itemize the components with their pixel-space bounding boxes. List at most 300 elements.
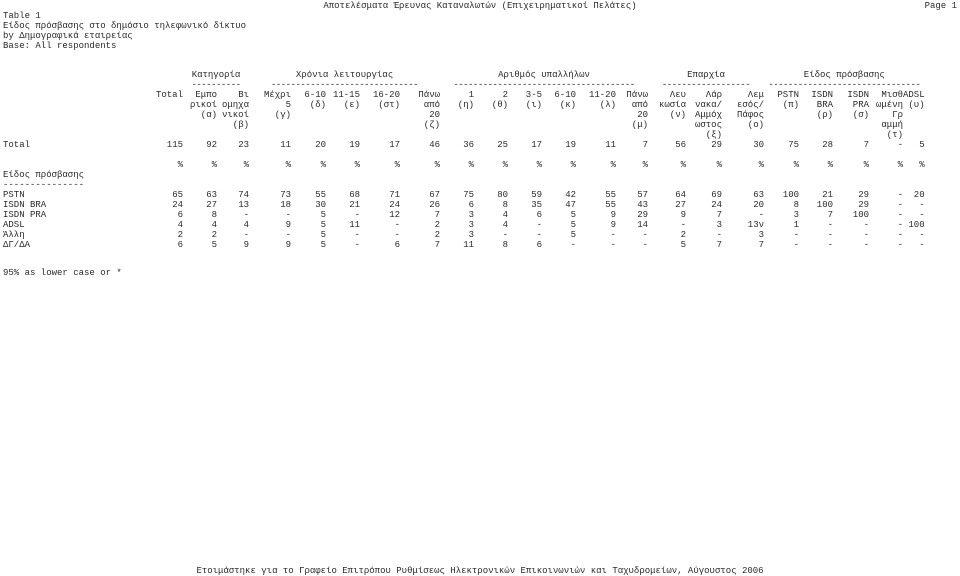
total-cell: 115 xyxy=(166,140,183,150)
column-header xyxy=(440,120,474,130)
table-cell: - xyxy=(610,240,616,250)
group-underline: ------------------------------------- xyxy=(453,80,635,90)
percent-sign: % xyxy=(285,160,291,170)
table-cell: 6 xyxy=(536,240,542,250)
percent-sign: % xyxy=(394,160,400,170)
group-underline: ---------- xyxy=(191,80,241,90)
group-underline-row xyxy=(0,80,925,90)
group-label: Χρόνια λειτουργίας xyxy=(295,70,394,80)
table-cell: 5 xyxy=(570,230,576,240)
total-row xyxy=(0,140,925,150)
column-header: Μέχρι xyxy=(263,90,291,100)
column-header: ωστος xyxy=(694,120,722,130)
percent-sign: % xyxy=(570,160,576,170)
table-cell: 14 xyxy=(637,220,648,230)
table-cell: 11 xyxy=(349,220,360,230)
percent-sign: % xyxy=(610,160,616,170)
column-header xyxy=(249,120,291,130)
column-header xyxy=(833,130,869,140)
column-header: (μ) xyxy=(631,120,648,130)
table-cell: 3 xyxy=(758,230,764,240)
total-cell: 25 xyxy=(497,140,508,150)
table-cell: 13 xyxy=(238,200,249,210)
table-cell: 18 xyxy=(280,200,291,210)
table-cell: - xyxy=(642,240,648,250)
total-cell: 30 xyxy=(753,140,764,150)
column-header: από xyxy=(631,100,648,110)
table-cell: 7 xyxy=(716,210,722,220)
row-label: Total xyxy=(3,140,31,150)
table-cell: - xyxy=(897,230,903,240)
column-header xyxy=(360,130,400,140)
table-cell: 26 xyxy=(429,200,440,210)
table-row xyxy=(0,210,925,220)
table-cell: 5 xyxy=(320,230,326,240)
table-cell: - xyxy=(716,230,722,240)
table-cell: 7 xyxy=(434,210,440,220)
table-cell: 24 xyxy=(711,200,722,210)
column-header: (στ) xyxy=(378,100,400,110)
section-underline: --------------- xyxy=(3,180,85,190)
table-cell: - xyxy=(863,220,869,230)
total-cell: 20 xyxy=(315,140,326,150)
column-header: (η) xyxy=(457,100,474,110)
table-cell: 21 xyxy=(822,190,833,200)
percent-sign: % xyxy=(502,160,508,170)
total-cell: 19 xyxy=(565,140,576,150)
total-cell: 92 xyxy=(206,140,217,150)
column-header: εσός/ xyxy=(736,100,764,110)
column-header: ISDN xyxy=(847,90,869,100)
row-label: ADSL xyxy=(3,220,25,230)
column-header-row xyxy=(0,120,925,130)
column-header: Αμμόχ xyxy=(694,110,722,120)
total-cell: 17 xyxy=(389,140,400,150)
column-header: (κ) xyxy=(559,100,576,110)
column-header: Βι xyxy=(238,90,249,100)
table-cell: 74 xyxy=(238,190,249,200)
table-cell: 100 xyxy=(816,200,833,210)
total-cell: 11 xyxy=(280,140,291,150)
column-header xyxy=(440,130,474,140)
table-cell: 29 xyxy=(858,200,869,210)
table-cell: - xyxy=(243,210,249,220)
table-cell: 2 xyxy=(680,230,686,240)
table-cell: 4 xyxy=(177,220,183,230)
percent-sign: % xyxy=(897,160,903,170)
table-cell: 7 xyxy=(434,240,440,250)
table-cell: 24 xyxy=(172,200,183,210)
percent-sign: % xyxy=(434,160,440,170)
table-cell: 29 xyxy=(858,190,869,200)
table-cell: 69 xyxy=(711,190,722,200)
table-cell: 65 xyxy=(172,190,183,200)
column-header: (ζ) xyxy=(423,120,440,130)
column-header xyxy=(722,130,764,140)
page-header xyxy=(0,0,960,10)
table-row xyxy=(0,220,925,230)
column-header xyxy=(903,130,925,140)
column-header: 20 xyxy=(637,110,648,120)
total-cell: 5 xyxy=(919,140,925,150)
table-cell: - xyxy=(827,240,833,250)
table-cell: 9 xyxy=(243,240,249,250)
column-header: από xyxy=(423,100,440,110)
table-cell: - xyxy=(758,210,764,220)
column-header: αμμή xyxy=(881,120,903,130)
table-cell: - xyxy=(502,230,508,240)
table-cell: 21 xyxy=(349,200,360,210)
column-header xyxy=(440,110,474,120)
percent-sign: % xyxy=(758,160,764,170)
percent-sign: % xyxy=(716,160,722,170)
percent-sign: % xyxy=(793,160,799,170)
column-header xyxy=(542,110,576,120)
percent-sign: % xyxy=(919,160,925,170)
column-header: (ε) xyxy=(343,100,360,110)
table-cell: 4 xyxy=(502,220,508,230)
column-header xyxy=(143,130,183,140)
column-header: 16-20 xyxy=(372,90,400,100)
table-cell: 8 xyxy=(502,240,508,250)
row-label: Άλλη xyxy=(3,230,25,240)
table-cell: 11 xyxy=(463,240,474,250)
crosstab-table xyxy=(0,70,925,250)
column-header: Λάρ xyxy=(705,90,722,100)
group-underline: ------------------------------ xyxy=(270,80,419,90)
percent-sign: % xyxy=(468,160,474,170)
column-header xyxy=(903,110,925,120)
column-header xyxy=(508,120,542,130)
column-header xyxy=(217,130,249,140)
table-cell: 3 xyxy=(793,210,799,220)
table-cell: 4 xyxy=(243,220,249,230)
column-header: νακα/ xyxy=(694,100,722,110)
table-cell: 2 xyxy=(434,230,440,240)
column-header: BRA xyxy=(816,100,833,110)
table-cell: 5 xyxy=(320,240,326,250)
total-cell: 7 xyxy=(642,140,648,150)
table-cell: 100 xyxy=(852,210,869,220)
spacer-cell xyxy=(143,80,183,90)
table-cell: - xyxy=(897,210,903,220)
table-cell: 5 xyxy=(680,240,686,250)
table-row xyxy=(0,230,925,240)
table-cell: - xyxy=(536,230,542,240)
column-header xyxy=(508,130,542,140)
group-label: Επαρχία xyxy=(687,70,725,80)
table-cell: 6 xyxy=(536,210,542,220)
column-header xyxy=(360,110,400,120)
column-header xyxy=(143,100,183,110)
table-cell: 4 xyxy=(211,220,217,230)
column-header xyxy=(291,110,326,120)
column-header: Total xyxy=(155,90,183,100)
table-cell: 68 xyxy=(349,190,360,200)
column-header: 11-20 xyxy=(588,90,616,100)
column-header: 1 xyxy=(468,90,474,100)
column-header xyxy=(360,120,400,130)
column-header: Πάφος xyxy=(736,110,764,120)
table-cell: 5 xyxy=(320,210,326,220)
column-header: Πάνω xyxy=(626,90,648,100)
table-cell: 80 xyxy=(497,190,508,200)
table-cell: 42 xyxy=(565,190,576,200)
column-header xyxy=(183,120,217,130)
column-header xyxy=(143,120,183,130)
spacer-cell xyxy=(0,150,925,160)
column-header-row xyxy=(0,100,925,110)
total-cell: 46 xyxy=(429,140,440,150)
percent-sign: % xyxy=(211,160,217,170)
column-header: (δ) xyxy=(309,100,326,110)
table-cell: - xyxy=(919,240,925,250)
table-cell: 4 xyxy=(502,210,508,220)
column-header: (ι) xyxy=(525,100,542,110)
column-header: ADSL xyxy=(903,90,925,100)
stub-cell xyxy=(0,80,143,90)
table-cell: 55 xyxy=(605,190,616,200)
table-cell: 9 xyxy=(285,240,291,250)
column-header xyxy=(326,110,360,120)
table-cell: - xyxy=(354,240,360,250)
column-header xyxy=(616,130,648,140)
group-label: Είδος πρόσβασης xyxy=(803,70,885,80)
table-cell: 100 xyxy=(782,190,799,200)
table-cell: 75 xyxy=(463,190,474,200)
table-cell: 9 xyxy=(610,210,616,220)
table-cell: - xyxy=(897,220,903,230)
column-header xyxy=(291,120,326,130)
table-cell: 6 xyxy=(468,200,474,210)
column-header xyxy=(764,110,799,120)
total-cell: 28 xyxy=(822,140,833,150)
table-cell: 3 xyxy=(716,220,722,230)
column-header: (ο) xyxy=(747,120,764,130)
column-header: PRA xyxy=(852,100,869,110)
table-cell: 6 xyxy=(177,240,183,250)
table-cell: 55 xyxy=(605,200,616,210)
table-cell: 59 xyxy=(531,190,542,200)
table-cell: 64 xyxy=(675,190,686,200)
table-cell: 35 xyxy=(531,200,542,210)
question-text: Είδος πρόσβασης στο δημόσιο τηλεφωνικό δίκτυο xyxy=(3,21,247,31)
column-header: (υ) xyxy=(908,100,925,110)
column-header xyxy=(183,130,217,140)
table-cell: - xyxy=(919,230,925,240)
table-cell: - xyxy=(897,190,903,200)
table-cell: - xyxy=(354,210,360,220)
row-label: ISDN BRA xyxy=(3,200,47,210)
column-header: 2 xyxy=(502,90,508,100)
column-header xyxy=(576,120,616,130)
column-header: κωσία xyxy=(658,100,686,110)
table-cell: 3 xyxy=(468,230,474,240)
total-cell: 11 xyxy=(605,140,616,150)
row-label: PSTN xyxy=(3,190,25,200)
table-cell: 20 xyxy=(913,190,925,200)
table-cell: 5 xyxy=(570,220,576,230)
row-label: ΔΓ/ΔΑ xyxy=(3,240,31,250)
table-cell: - xyxy=(394,220,400,230)
column-header xyxy=(903,120,925,130)
table-cell: 30 xyxy=(315,200,326,210)
table-cell: 2 xyxy=(434,220,440,230)
table-cell: 57 xyxy=(637,190,648,200)
table-row xyxy=(0,200,925,210)
column-header: (γ) xyxy=(274,110,291,120)
column-header xyxy=(326,130,360,140)
column-header: 5 xyxy=(285,100,291,110)
column-header: PSTN xyxy=(777,90,799,100)
stub-cell xyxy=(0,100,143,110)
column-header xyxy=(291,130,326,140)
column-header xyxy=(799,130,833,140)
column-header-row xyxy=(0,130,925,140)
table-cell: 24 xyxy=(389,200,400,210)
stub-cell xyxy=(0,70,143,80)
group-header-row xyxy=(0,70,925,80)
percent-sign: % xyxy=(863,160,869,170)
table-cell: - xyxy=(919,200,925,210)
table-cell: 29 xyxy=(637,210,648,220)
table-cell: 55 xyxy=(315,190,326,200)
table-cell: 6 xyxy=(177,210,183,220)
total-cell: 75 xyxy=(788,140,799,150)
column-header xyxy=(326,120,360,130)
total-cell: 17 xyxy=(531,140,542,150)
table-cell: 7 xyxy=(716,240,722,250)
page-footer: Ετοιμάστηκε για το Γραφείο Επιτρόπου Ρυθμίσεως Ηλεκτρονικών Επικοινωνιών και Ταχυδρομείων, Αύγουστος 2006 xyxy=(196,566,764,576)
column-header: 6-10 xyxy=(304,90,326,100)
table-cell: 13ν xyxy=(747,220,764,230)
group-underline: ------------------ xyxy=(661,80,751,90)
table-cell: 27 xyxy=(206,200,217,210)
table-cell: 9 xyxy=(610,220,616,230)
table-titles xyxy=(3,11,246,51)
banner-by: by Δημογραφικά εταιρείας xyxy=(3,31,133,41)
table-cell: 27 xyxy=(675,200,686,210)
column-header: (λ) xyxy=(599,100,616,110)
table-row xyxy=(0,190,925,200)
page-number: Page 1 xyxy=(924,1,957,11)
table-cell: 1 xyxy=(793,220,799,230)
table-cell: 3 xyxy=(468,220,474,230)
table-cell: - xyxy=(394,230,400,240)
column-header: Μισθ xyxy=(881,90,903,100)
table-cell: 71 xyxy=(389,190,400,200)
table-cell: 12 xyxy=(389,210,400,220)
column-header: (ξ) xyxy=(705,130,722,140)
column-header xyxy=(542,120,576,130)
column-header: Εμπο xyxy=(195,90,217,100)
table-cell: 8 xyxy=(211,210,217,220)
column-header xyxy=(764,130,799,140)
table-cell: - xyxy=(536,220,542,230)
table-cell: 47 xyxy=(565,200,576,210)
column-header: (ρ) xyxy=(816,110,833,120)
table-cell: 3 xyxy=(468,210,474,220)
section-underline-row xyxy=(0,180,925,190)
table-cell: - xyxy=(827,220,833,230)
column-header xyxy=(508,110,542,120)
percent-sign: % xyxy=(536,160,542,170)
column-header: ομηχα xyxy=(221,100,249,110)
table-cell: - xyxy=(570,240,576,250)
column-header xyxy=(576,110,616,120)
column-header xyxy=(143,110,183,120)
column-header: Λευ xyxy=(669,90,686,100)
table-cell: 100 xyxy=(908,220,925,230)
group-label: Αριθμός υπαλλήλων xyxy=(498,70,590,80)
percent-row xyxy=(0,160,925,170)
column-header: 20 xyxy=(429,110,440,120)
column-header: (θ) xyxy=(491,100,508,110)
stub-cell xyxy=(0,120,143,130)
column-header: 3-5 xyxy=(525,90,542,100)
column-header: (α) xyxy=(200,110,217,120)
column-header: ISDN xyxy=(811,90,833,100)
column-header xyxy=(249,130,291,140)
base-text: Base: All respondents xyxy=(3,41,117,51)
column-header: ωμένη xyxy=(875,100,903,110)
table-row xyxy=(0,240,925,250)
table-cell: 7 xyxy=(827,210,833,220)
column-header xyxy=(576,130,616,140)
column-header xyxy=(799,120,833,130)
total-cell: - xyxy=(897,140,903,150)
column-header: (σ) xyxy=(852,110,869,120)
table-cell: - xyxy=(827,230,833,240)
total-cell: 36 xyxy=(463,140,474,150)
table-cell: - xyxy=(354,230,360,240)
table-cell: 63 xyxy=(753,190,764,200)
table-cell: 9 xyxy=(680,210,686,220)
table-cell: - xyxy=(793,230,799,240)
column-header: Λεμ xyxy=(747,90,764,100)
percent-sign: % xyxy=(827,160,833,170)
column-header xyxy=(542,130,576,140)
column-header xyxy=(833,120,869,130)
table-cell: 20 xyxy=(753,200,764,210)
group-underline: ------------------------------- xyxy=(768,80,921,90)
column-header: ρικοί xyxy=(189,100,217,110)
total-cell: 56 xyxy=(675,140,686,150)
spacer-cell xyxy=(143,70,183,80)
column-header-row xyxy=(0,90,925,100)
section-label: Είδος πρόσβασης xyxy=(3,170,85,180)
column-header xyxy=(764,120,799,130)
table-cell: 8 xyxy=(793,200,799,210)
total-cell: 19 xyxy=(349,140,360,150)
stub-cell xyxy=(0,90,143,100)
group-label: Κατηγορία xyxy=(191,70,241,80)
table-cell: - xyxy=(897,200,903,210)
section-label-row xyxy=(0,170,925,180)
column-header: (π) xyxy=(782,100,799,110)
percent-sign: % xyxy=(177,160,183,170)
column-header xyxy=(474,110,508,120)
column-header xyxy=(648,130,686,140)
table-cell: 9 xyxy=(285,220,291,230)
table-cell: 5 xyxy=(211,240,217,250)
table-cell: 2 xyxy=(211,230,217,240)
table-cell: 5 xyxy=(320,220,326,230)
stub-cell xyxy=(0,130,143,140)
column-header: 6-10 xyxy=(554,90,576,100)
table-name: Table 1 xyxy=(3,11,41,21)
table-cell: 63 xyxy=(206,190,217,200)
